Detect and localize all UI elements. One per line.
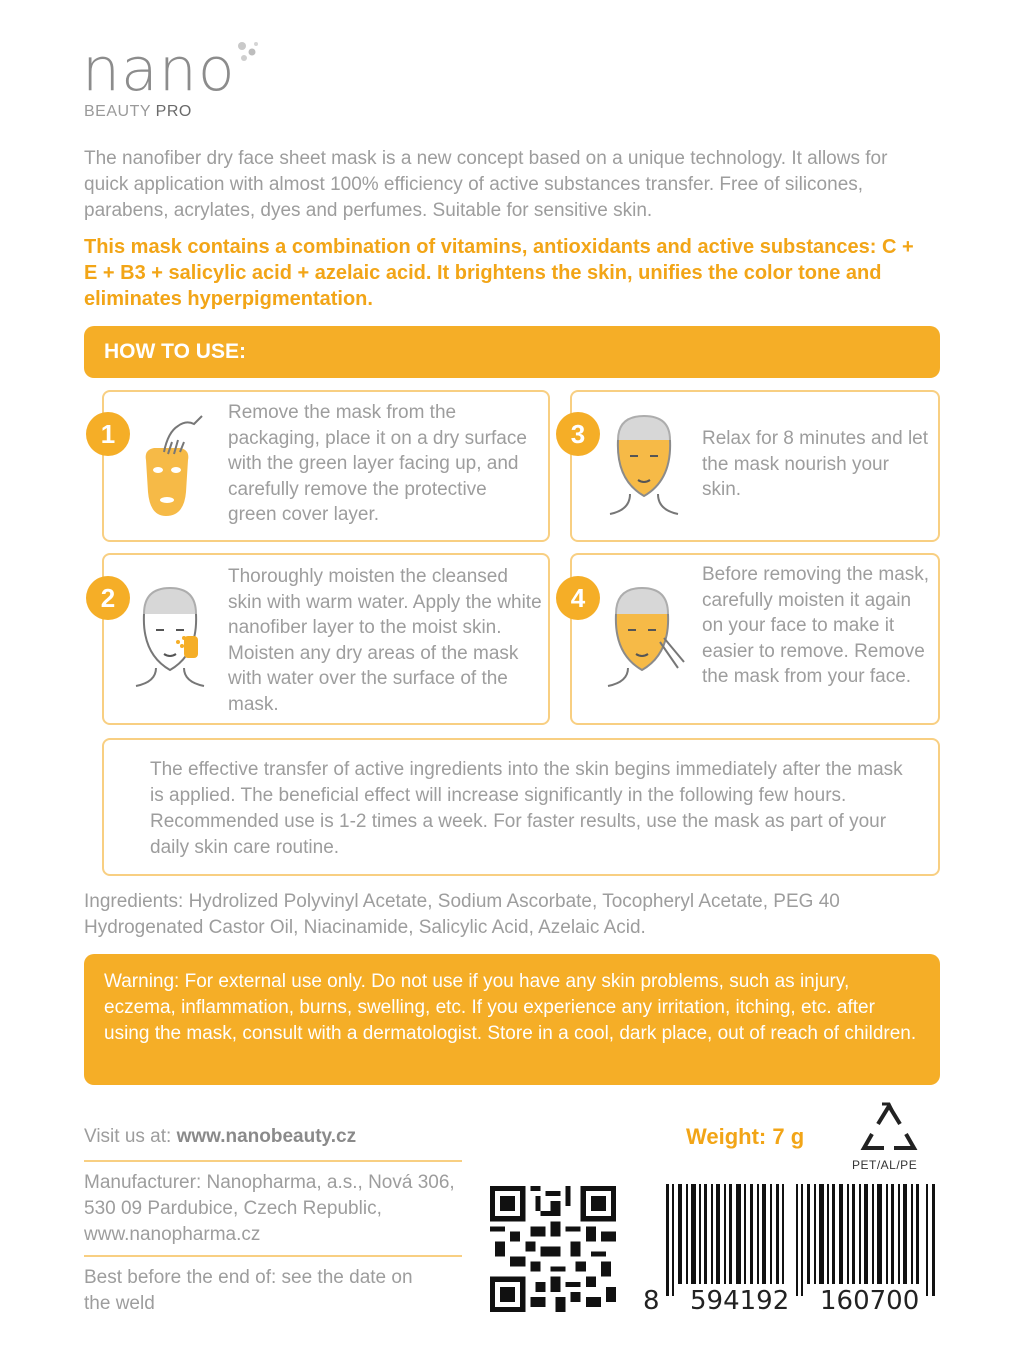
molecule-dots-icon: [232, 38, 264, 70]
warning-text: Warning: For external use only. Do not use if you have any skin problems, such as injury, eczema, inflammation, burns, swelling, etc. If you experience any irritation, itching, etc. after using the mask, consult with a dermatologist. Store in a cool, dark place, out of reach of children.: [104, 971, 917, 1044]
step-number-4: 4: [556, 576, 600, 620]
step-number-3: 3: [556, 412, 600, 456]
barcode-digit-prefix: 8: [643, 1286, 660, 1316]
manufacturer-text: Manufacturer: Nanopharma, a.s., Nová 306, 530 09 Pardubice, Czech Republic, www.nanopharma.cz: [84, 1172, 455, 1245]
weight-label: Weight: 7 g: [686, 1124, 805, 1149]
recycle-material-label: PET/AL/PE: [852, 1158, 918, 1172]
brand-logo: nano: [82, 35, 236, 105]
face-removing-mask-icon: [598, 582, 688, 692]
divider: [84, 1255, 462, 1257]
step-text-3: Relax for 8 minutes and let the mask nourish your skin.: [702, 428, 929, 501]
face-applying-layer-icon: [126, 580, 216, 690]
intro-text: The nanofiber dry face sheet mask is a new concept based on a unique technology. It allows for quick application with almost 100% efficiency of active substances transfer. Free of silicones, parabens, acrylates, dyes and perfumes. Suitable for sensitive skin.: [84, 148, 888, 221]
highlight-text: This mask contains a combination of vitamins, antioxidants and active substances: C + E + B3 + salicylic acid + azelaic acid. It brightens the skin, unifies the color tone and eliminates hyperpigmentation.: [84, 236, 914, 310]
barcode: [664, 1184, 940, 1296]
barcode-digits-right: 160700: [817, 1286, 922, 1316]
how-to-use-title: HOW TO USE:: [104, 340, 246, 363]
best-before-text: Best before the end of: see the date on the weld: [84, 1267, 413, 1314]
barcode-digits-left: 594192: [687, 1286, 792, 1316]
qr-code[interactable]: [490, 1186, 616, 1312]
step-text-4: Before removing the mask, carefully moisten it again on your face to make it easier to remove. Remove the mask from your face.: [702, 564, 930, 688]
website-link[interactable]: www.nanobeauty.cz: [176, 1126, 357, 1147]
step-text-2: Thoroughly moisten the cleansed skin with warm water. Apply the white nanofiber layer to the moist skin. Moisten any dry areas of the mask with water over the surface of the mask.: [228, 566, 542, 715]
brand-subtitle: BEAUTY PRO: [84, 103, 192, 120]
step-number-1: 1: [86, 412, 130, 456]
visit-us: Visit us at: www.nanobeauty.cz: [84, 1126, 357, 1147]
step-number-2: 2: [86, 576, 130, 620]
divider: [84, 1160, 462, 1162]
mask-sheet-hand-icon: [128, 412, 218, 522]
step-text-1: Remove the mask from the packaging, place it on a dry surface with the green layer facing up, and carefully remove the protective green cover layer.: [228, 402, 527, 526]
info-text: The effective transfer of active ingredients into the skin begins immediately after the mask is applied. The beneficial effect will increase significantly in the following few hours. Recommended use is 1-2 times a week. For faster results, use the mask as part of your daily skin care routine.: [150, 759, 903, 858]
ingredients-text: Ingredients: Hydrolized Polyvinyl Acetate, Sodium Ascorbate, Tocopheryl Acetate, PEG 40 Hydrogenated Castor Oil, Niacinamide, Salicylic Acid, Azelaic Acid.: [84, 891, 840, 938]
face-with-mask-icon: [600, 410, 690, 520]
recycle-icon: [858, 1100, 920, 1156]
